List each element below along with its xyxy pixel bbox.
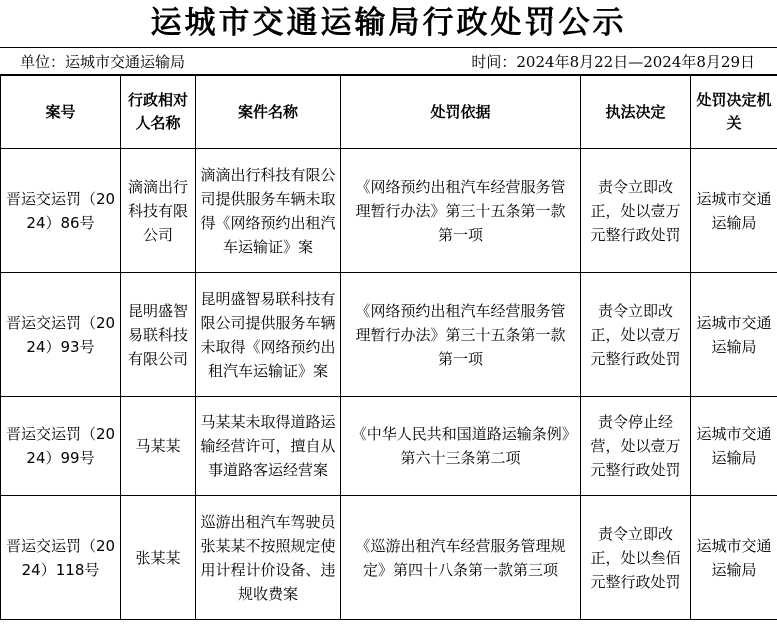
period-label: 时间：2024年8月22日—2024年8月29日 — [471, 52, 755, 71]
page-title: 运城市交通运输局行政处罚公示 — [150, 5, 627, 41]
authority-cell: 运城市交通运输局 — [691, 496, 777, 620]
decision-cell: 责令立即改正，处以壹万元整行政处罚 — [581, 149, 691, 273]
table-row — [1, 273, 777, 397]
case-no-cell: 晋运交运罚（2024）86号 — [1, 149, 121, 273]
header-party: 行政相对人名称 — [121, 76, 196, 149]
authority-cell: 运城市交通运输局 — [691, 149, 777, 273]
party-cell: 张某某 — [121, 496, 196, 620]
basis-cell: 《网络预约出租汽车经营服务管理暂行办法》第三十五条第一款第一项 — [341, 149, 581, 273]
decision-cell: 责令立即改正，处以叁佰元整行政处罚 — [581, 496, 691, 620]
unit-label: 单位：运城市交通运输局 — [20, 52, 186, 71]
header-basis: 处罚依据 — [341, 76, 581, 149]
basis-cell: 《中华人民共和国道路运输条例》第六十三条第二项 — [341, 397, 581, 496]
party-cell: 马某某 — [121, 397, 196, 496]
header-case-no: 案号 — [1, 76, 121, 149]
table-row — [1, 149, 777, 273]
case-name-cell: 滴滴出行科技有限公司提供服务车辆未取得《网络预约出租汽车运输证》案 — [196, 149, 341, 273]
case-no-cell: 晋运交运罚（2024）93号 — [1, 273, 121, 397]
case-name-cell: 巡游出租汽车驾驶员张某某不按照规定使用计程计价设备、违规收费案 — [196, 496, 341, 620]
meta-bar — [0, 47, 777, 75]
penalty-table — [0, 75, 777, 620]
table-row — [1, 496, 777, 620]
case-name-cell: 昆明盛智易联科技有限公司提供服务车辆未取得《网络预约出租汽车运输证》案 — [196, 273, 341, 397]
header-case-name: 案件名称 — [196, 76, 341, 149]
table-row — [1, 397, 777, 496]
case-no-cell: 晋运交运罚（2024）118号 — [1, 496, 121, 620]
header-decision: 执法决定 — [581, 76, 691, 149]
authority-cell: 运城市交通运输局 — [691, 273, 777, 397]
decision-cell: 责令立即改正，处以壹万元整行政处罚 — [581, 273, 691, 397]
decision-cell: 责令停止经营，处以壹万元整行政处罚 — [581, 397, 691, 496]
authority-cell: 运城市交通运输局 — [691, 397, 777, 496]
basis-cell: 《巡游出租汽车经营服务管理规定》第四十八条第一款第三项 — [341, 496, 581, 620]
basis-cell: 《网络预约出租汽车经营服务管理暂行办法》第三十五条第一款第一项 — [341, 273, 581, 397]
party-cell: 滴滴出行科技有限公司 — [121, 149, 196, 273]
table-header-row — [1, 76, 777, 149]
party-cell: 昆明盛智易联科技有限公司 — [121, 273, 196, 397]
case-name-cell: 马某某未取得道路运输经营许可，擅自从事道路客运经营案 — [196, 397, 341, 496]
header-authority: 处罚决定机关 — [691, 76, 777, 149]
case-no-cell: 晋运交运罚（2024）99号 — [1, 397, 121, 496]
